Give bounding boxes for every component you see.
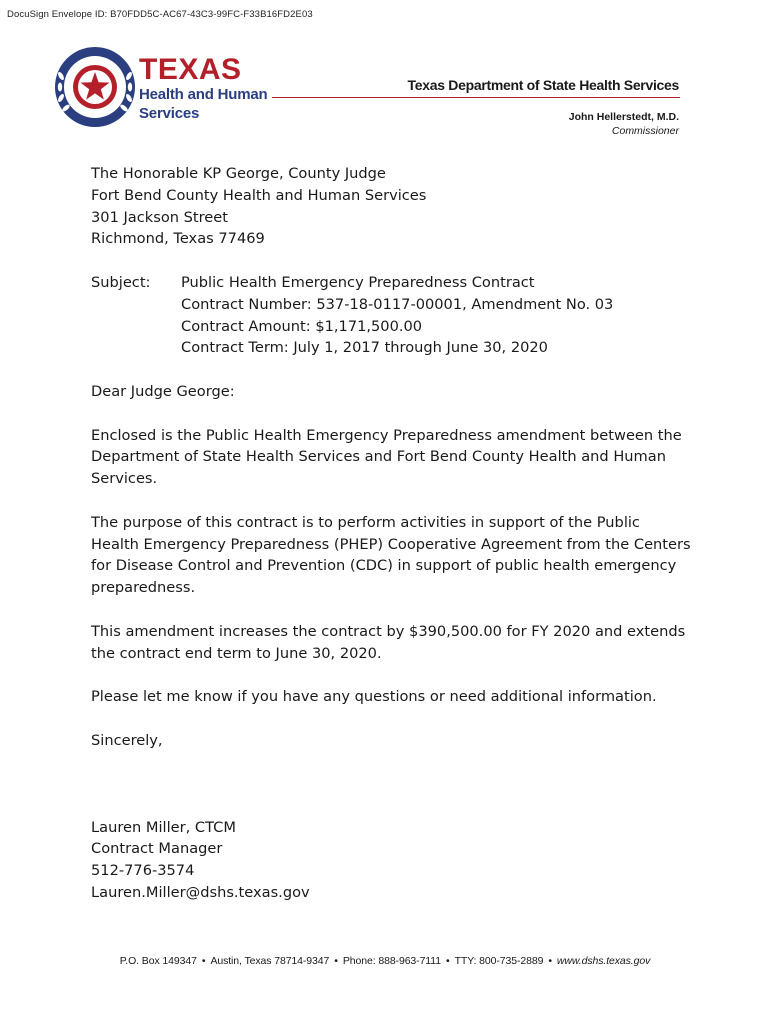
brand-wordmark xyxy=(139,55,267,123)
signature-phone: 512-776-3574 xyxy=(91,862,195,880)
subject-block xyxy=(91,272,691,359)
letter-body xyxy=(91,163,691,904)
signature-block xyxy=(91,817,691,904)
footer-website-link[interactable]: www.dshs.texas.gov xyxy=(556,955,651,967)
subject-line: Contract Number: 537-18-0117-00001, Amendment No. 03 xyxy=(181,295,614,313)
texas-hhs-seal-icon xyxy=(54,46,136,128)
footer-phone: Phone: 888-963-7111 xyxy=(342,955,441,967)
recipient-line: Fort Bend County Health and Human Services xyxy=(91,186,427,204)
brand-line-2: Services xyxy=(139,105,200,122)
docusign-envelope-id: DocuSign Envelope ID: B70FDD5C-AC67-43C3-99FC-F33B16FD2E03 xyxy=(7,9,313,20)
subject-line: Contract Term: July 1, 2017 through June 30, 2020 xyxy=(181,339,548,357)
footer-separator: • xyxy=(334,955,338,967)
footer-tty: TTY: 800-735-2889 xyxy=(454,955,544,967)
footer xyxy=(0,955,770,967)
brand-line-1: Health and Human xyxy=(139,86,268,103)
recipient-line: The Honorable KP George, County Judge xyxy=(91,165,386,182)
subject-line: Public Health Emergency Preparedness Contract xyxy=(181,273,535,291)
recipient-line: Richmond, Texas 77469 xyxy=(91,230,265,248)
recipient-line: 301 Jackson Street xyxy=(91,208,228,226)
commissioner-block xyxy=(569,110,679,138)
footer-separator: • xyxy=(548,955,552,967)
body-paragraph-1: Enclosed is the Public Health Emergency Preparedness amendment between the Department of State Health Services and Fort Bend County Health and Human Services. xyxy=(91,426,682,488)
body-paragraph-4: Please let me know if you have any questions or need additional information. xyxy=(91,688,657,706)
department-name: Texas Department of State Health Services xyxy=(407,77,679,93)
footer-po-box: P.O. Box 149347 xyxy=(119,955,197,967)
recipient-address xyxy=(91,163,691,250)
header-rule xyxy=(272,97,680,98)
brand-texas: TEXAS xyxy=(139,53,242,86)
body-paragraph-3: This amendment increases the contract by $390,500.00 for FY 2020 and extends the contract end term to June 30, 2020. xyxy=(91,622,686,662)
body-paragraph-2: The purpose of this contract is to perform activities in support of the Public Health Emergency Preparedness (PHEP) Cooperative Agreement from the Centers for Disease Control and Prevention (CDC) in support of public health emergency preparedness. xyxy=(91,513,691,597)
footer-separator: • xyxy=(445,955,450,967)
commissioner-title: Commissioner xyxy=(611,125,679,137)
subject-line: Contract Amount: $1,171,500.00 xyxy=(181,317,423,335)
closing: Sincerely, xyxy=(91,731,163,749)
signature-name: Lauren Miller, CTCM xyxy=(91,818,236,836)
signature-email[interactable]: Lauren.Miller@dshs.texas.gov xyxy=(91,883,310,901)
footer-separator: • xyxy=(201,955,206,967)
subject-label: Subject: xyxy=(91,273,151,291)
footer-city: Austin, Texas 78714-9347 xyxy=(210,955,330,967)
commissioner-name: John Hellerstedt, M.D. xyxy=(568,111,679,123)
salutation: Dear Judge George: xyxy=(91,382,235,400)
signature-title: Contract Manager xyxy=(91,840,223,858)
subject-lines xyxy=(181,272,613,359)
